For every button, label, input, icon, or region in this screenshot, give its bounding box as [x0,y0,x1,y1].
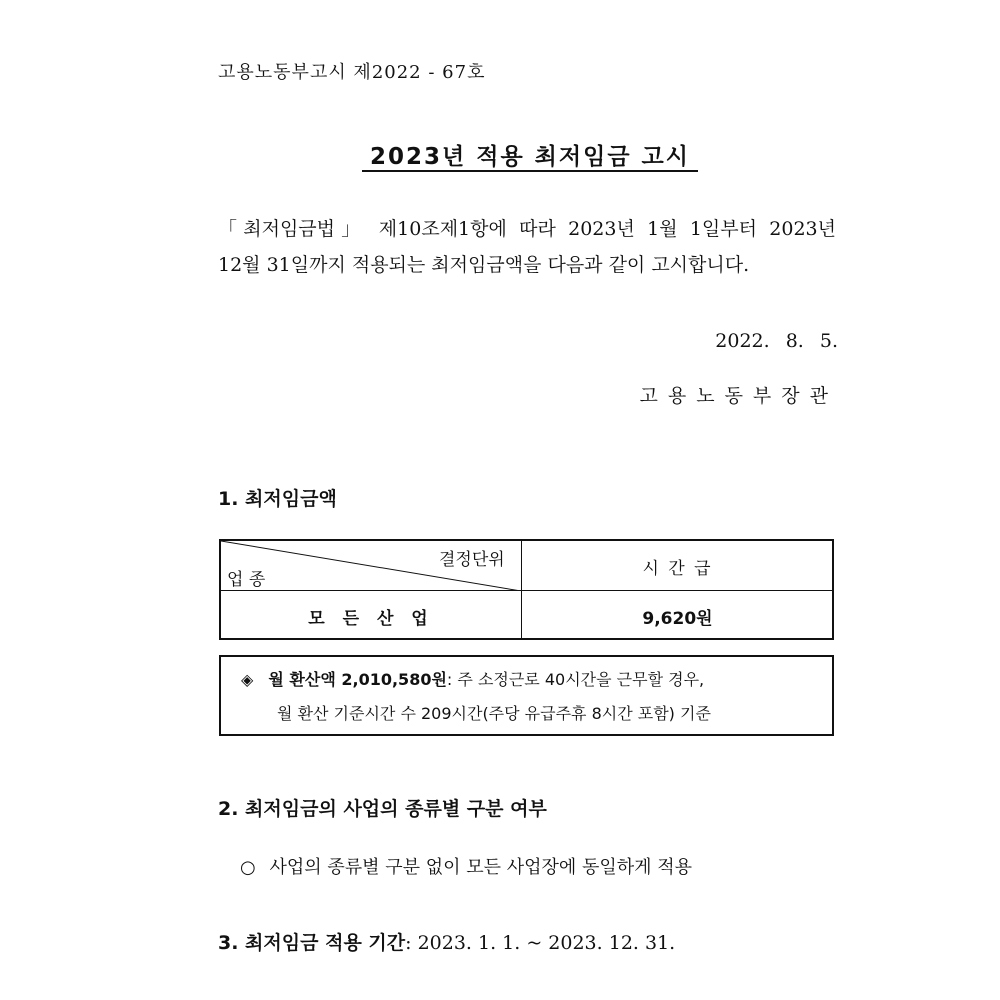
header-hourly-wage: 시 간 급 [642,559,713,579]
section-3-period: : 2023. 1. 1. ~ 2023. 12. 31. [405,932,676,954]
title-underline [362,170,698,172]
document-title-block [362,138,698,171]
section-1-heading: 1. 최저임금액 [218,488,337,510]
circle-bullet-icon: ○ [240,857,256,878]
section-3-heading: 3. 최저임금 적용 기간 [218,932,406,954]
note-condition: : 주 소정근로 40시간을 근무할 경우, [446,670,705,689]
notice-number: 고용노동부고시 제2022 - 67호 [218,62,486,83]
diamond-bullet-icon: ◈ [241,670,254,689]
section-2-heading: 2. 최저임금의 사업의 종류별 구분 여부 [218,798,547,820]
document-title: 2023년 적용 최저임금 고시 [370,144,690,170]
minimum-wage-table [219,539,834,640]
header-decision-unit: 결정단위 [439,550,505,570]
issuer: 고용노동부장관 [639,385,838,407]
section-2-item [240,853,692,879]
note-line-1 [241,667,826,690]
intro-line-1: 「최저임금법」 제10조제1항에 따라 2023년 1월 1일부터 2023년 [218,218,836,240]
monthly-amount: 월 환산액 2,010,580원 [268,670,447,689]
monthly-conversion-note [219,655,834,736]
header-industry: 업 종 [227,570,266,590]
section-2-text: 사업의 종류별 구분 없이 모든 사업장에 동일하게 적용 [269,857,693,878]
note-line-2: 월 환산 기준시간 수 209시간(주당 유급주휴 8시간 포함) 기준 [277,704,711,723]
table-row-divider [221,590,832,591]
hourly-wage-value: 9,620원 [642,609,713,629]
notice-date: 2022. 8. 5. [715,330,838,352]
row-all-industries: 모 든 산 업 [308,609,434,629]
intro-line-2: 12월 31일까지 적용되는 최저임금액을 다음과 같이 고시합니다. [218,254,750,276]
section-3-line [218,928,675,955]
